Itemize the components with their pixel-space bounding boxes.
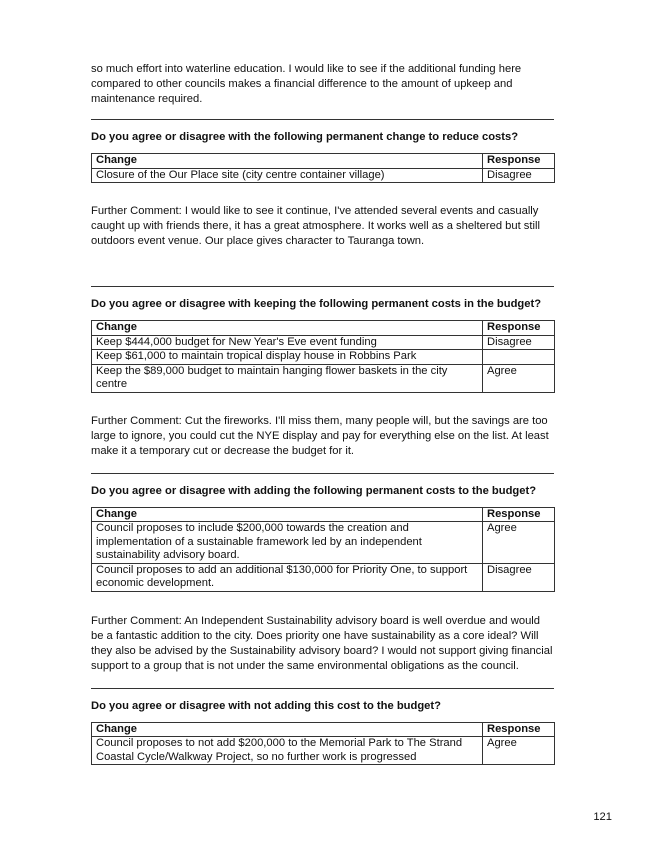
further-comment: Further Comment: Cut the fireworks. I'll miss them, many people will, but the savings are too large to ignore, you could cut the NYE display and pay for everything else on the list. At least make it a temporary cut or decrease the budget for it. bbox=[91, 414, 549, 457]
response-header: Response bbox=[483, 722, 555, 737]
response-cell: Disagree bbox=[483, 335, 555, 350]
further-comment: Further Comment: An Independent Sustainability advisory board is well overdue and would be a fantastic addition to the city. Does priority one have sustainability as a core ideal? Will they also be advised by the Sustainability advisory board? I would not support giving financial support to a group that is not under the same environmental obligations as the council. bbox=[91, 614, 553, 672]
response-table bbox=[91, 320, 555, 393]
response-cell: Disagree bbox=[483, 563, 555, 591]
table-row bbox=[92, 350, 555, 365]
section-divider bbox=[91, 473, 554, 474]
document-body bbox=[91, 62, 554, 765]
response-table bbox=[91, 153, 555, 183]
question-heading: Do you agree or disagree with adding the following permanent costs to the budget? bbox=[91, 484, 537, 497]
question-heading: Do you agree or disagree with not adding this cost to the budget? bbox=[91, 699, 441, 712]
table-row bbox=[92, 522, 555, 564]
table-row bbox=[92, 737, 555, 765]
response-header: Response bbox=[483, 321, 555, 336]
change-cell: Keep $444,000 budget for New Year's Eve event funding bbox=[92, 335, 483, 350]
change-cell: Council proposes to not add $200,000 to the Memorial Park to The Strand Coastal Cycle/Walkway Project, so no further work is progressed bbox=[92, 737, 483, 765]
change-header: Change bbox=[92, 722, 483, 737]
response-cell bbox=[483, 350, 555, 365]
further-comment: Further Comment: I would like to see it continue, I've attended several events and casually caught up with friends there, it has a great atmosphere. It works well as a sheltered but still outdoors event venue. Our place gives character to Tauranga town. bbox=[91, 205, 540, 247]
table-row bbox=[92, 563, 555, 591]
response-header: Response bbox=[483, 507, 555, 522]
table-header-row bbox=[92, 154, 555, 169]
response-cell: Agree bbox=[483, 364, 555, 392]
table-header-row bbox=[92, 321, 555, 336]
table-row bbox=[92, 168, 555, 183]
response-header: Response bbox=[483, 154, 555, 169]
response-table bbox=[91, 507, 555, 592]
change-cell: Council proposes to add an additional $130,000 for Priority One, to support economic development. bbox=[92, 563, 483, 591]
table-row bbox=[92, 364, 555, 392]
section-divider bbox=[91, 286, 554, 287]
change-header: Change bbox=[92, 507, 483, 522]
change-header: Change bbox=[92, 154, 483, 169]
page-number: 121 bbox=[593, 811, 612, 823]
response-cell: Agree bbox=[483, 737, 555, 765]
change-cell: Keep the $89,000 budget to maintain hanging flower baskets in the city centre bbox=[92, 364, 483, 392]
intro-paragraph: so much effort into waterline education. I would like to see if the additional funding here compared to other councils makes a financial difference to the amount of upkeep and maintenance required. bbox=[91, 63, 522, 105]
change-cell: Council proposes to include $200,000 towards the creation and implementation of a sustainable framework led by an independent sustainability advisory board. bbox=[92, 522, 483, 564]
response-cell: Disagree bbox=[483, 168, 555, 183]
change-cell: Keep $61,000 to maintain tropical display house in Robbins Park bbox=[92, 350, 483, 365]
table-row bbox=[92, 335, 555, 350]
change-cell: Closure of the Our Place site (city centre container village) bbox=[92, 168, 483, 183]
response-cell: Agree bbox=[483, 522, 555, 564]
section-divider bbox=[91, 119, 554, 120]
table-header-row bbox=[92, 507, 555, 522]
table-header-row bbox=[92, 722, 555, 737]
response-table bbox=[91, 722, 555, 766]
question-heading: Do you agree or disagree with the following permanent change to reduce costs? bbox=[91, 131, 519, 143]
question-heading: Do you agree or disagree with keeping the following permanent costs in the budget? bbox=[91, 298, 542, 310]
change-header: Change bbox=[92, 321, 483, 336]
section-divider bbox=[91, 688, 554, 689]
